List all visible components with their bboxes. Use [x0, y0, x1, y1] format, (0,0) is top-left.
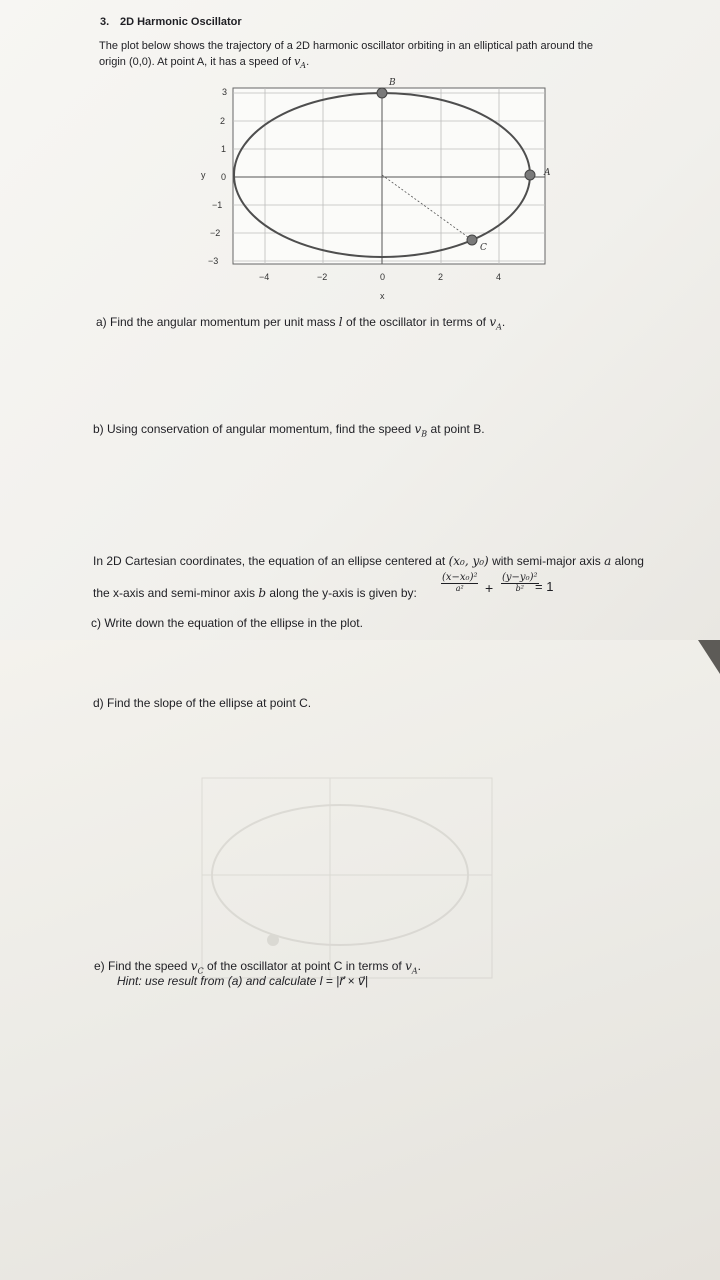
equation-numerator-x: (x−x₀)² — [442, 572, 478, 583]
semi-minor-symbol: b — [258, 586, 267, 600]
intro-line-2 — [99, 54, 309, 74]
y-tick-0: 0 — [221, 172, 227, 182]
part-e-hint: Hint: use result from (a) and calculate l = |r⃗ × v⃗| — [117, 974, 369, 988]
speed-symbol: v — [294, 55, 301, 68]
question-title: 2D Harmonic Oscillator — [120, 16, 242, 28]
ellipse-definition-line-1 — [93, 553, 644, 569]
x-tick-minus-2: −2 — [317, 272, 328, 282]
ellipse-text-1: In 2D Cartesian coordinates, the equation of an ellipse centered at — [93, 554, 449, 568]
part-e-mid: of the oscillator at point C in terms of — [203, 959, 406, 973]
speed-symbol-c: v — [190, 959, 198, 973]
speed-symbol-b: v — [414, 422, 422, 436]
part-a-period: . — [501, 315, 506, 329]
y-tick-1: 1 — [221, 144, 227, 154]
speed-subscript-e: A — [411, 966, 418, 976]
page-corner-fold — [698, 640, 720, 674]
intro-period: . — [306, 56, 310, 68]
x-tick-2: 2 — [438, 272, 444, 282]
question-number: 3. — [100, 16, 110, 28]
y-axis-label: y — [201, 170, 206, 180]
x-tick-4: 4 — [496, 272, 502, 282]
point-a-marker — [525, 170, 535, 180]
x-tick-minus-4: −4 — [259, 272, 270, 282]
y-tick-3: 3 — [222, 87, 228, 97]
equation-plus: + — [485, 580, 494, 596]
y-tick-2: 2 — [220, 116, 226, 126]
ellipse-center: (x₀, y₀) — [448, 554, 489, 568]
angular-momentum-symbol: l — [338, 315, 343, 329]
ellipse-text-5: along the y-axis is given by: — [266, 586, 417, 600]
equation-denominator-y: b² — [515, 584, 524, 593]
point-a-label: A — [544, 168, 551, 178]
part-a-mid: of the oscillator in terms of — [342, 315, 490, 329]
semi-major-symbol: a — [604, 554, 612, 568]
ellipse-text-3: along — [611, 554, 644, 568]
part-a-question — [96, 314, 505, 335]
y-tick-minus-1: −1 — [212, 200, 223, 210]
x-tick-0: 0 — [380, 272, 386, 282]
intro-line-1: The plot below shows the trajectory of a 2D harmonic oscillator orbiting in an elliptical path around the — [99, 40, 594, 52]
part-e-text: e) Find the speed — [94, 959, 191, 973]
speed-subscript: A — [300, 61, 307, 71]
part-a-text: a) Find the angular momentum per unit mass — [96, 315, 339, 329]
part-b-question — [93, 421, 485, 442]
ellipse-text-4: the x-axis and semi-minor axis — [93, 586, 259, 600]
x-axis-label: x — [380, 291, 385, 301]
speed-symbol-e: v — [405, 959, 412, 973]
part-c-question: c) Write down the equation of the ellipse in the plot. — [91, 616, 363, 630]
equation-numerator-y: (y−y₀)² — [502, 572, 538, 583]
speed-subscript-c: C — [197, 966, 204, 976]
intro-text: origin (0,0). At point A, it has a speed of — [99, 56, 295, 68]
y-tick-minus-2: −2 — [210, 228, 221, 238]
equation-rhs: = 1 — [535, 579, 554, 594]
ellipse-definition-line-2 — [93, 585, 417, 601]
y-tick-minus-3: −3 — [208, 256, 219, 266]
part-b-end: at point B. — [427, 422, 485, 436]
equation-denominator-x: a² — [455, 584, 464, 593]
speed-subscript-b: B — [421, 429, 428, 439]
equation-fraction-x — [441, 573, 478, 594]
point-c-label: C — [480, 243, 487, 253]
speed-subscript-a: A — [496, 322, 502, 332]
point-b-label: B — [389, 78, 396, 88]
point-c-marker — [467, 235, 477, 245]
part-d-question: d) Find the slope of the ellipse at point C. — [93, 696, 312, 710]
ellipse-text-2: with semi-major axis — [488, 554, 605, 568]
part-b-text: b) Using conservation of angular momentum, find the speed — [93, 422, 415, 436]
point-b-marker — [377, 88, 387, 98]
plot-frame — [233, 88, 545, 264]
equation-fraction-y — [501, 573, 539, 594]
speed-symbol-a: v — [489, 315, 497, 329]
part-e-period: . — [417, 959, 421, 973]
